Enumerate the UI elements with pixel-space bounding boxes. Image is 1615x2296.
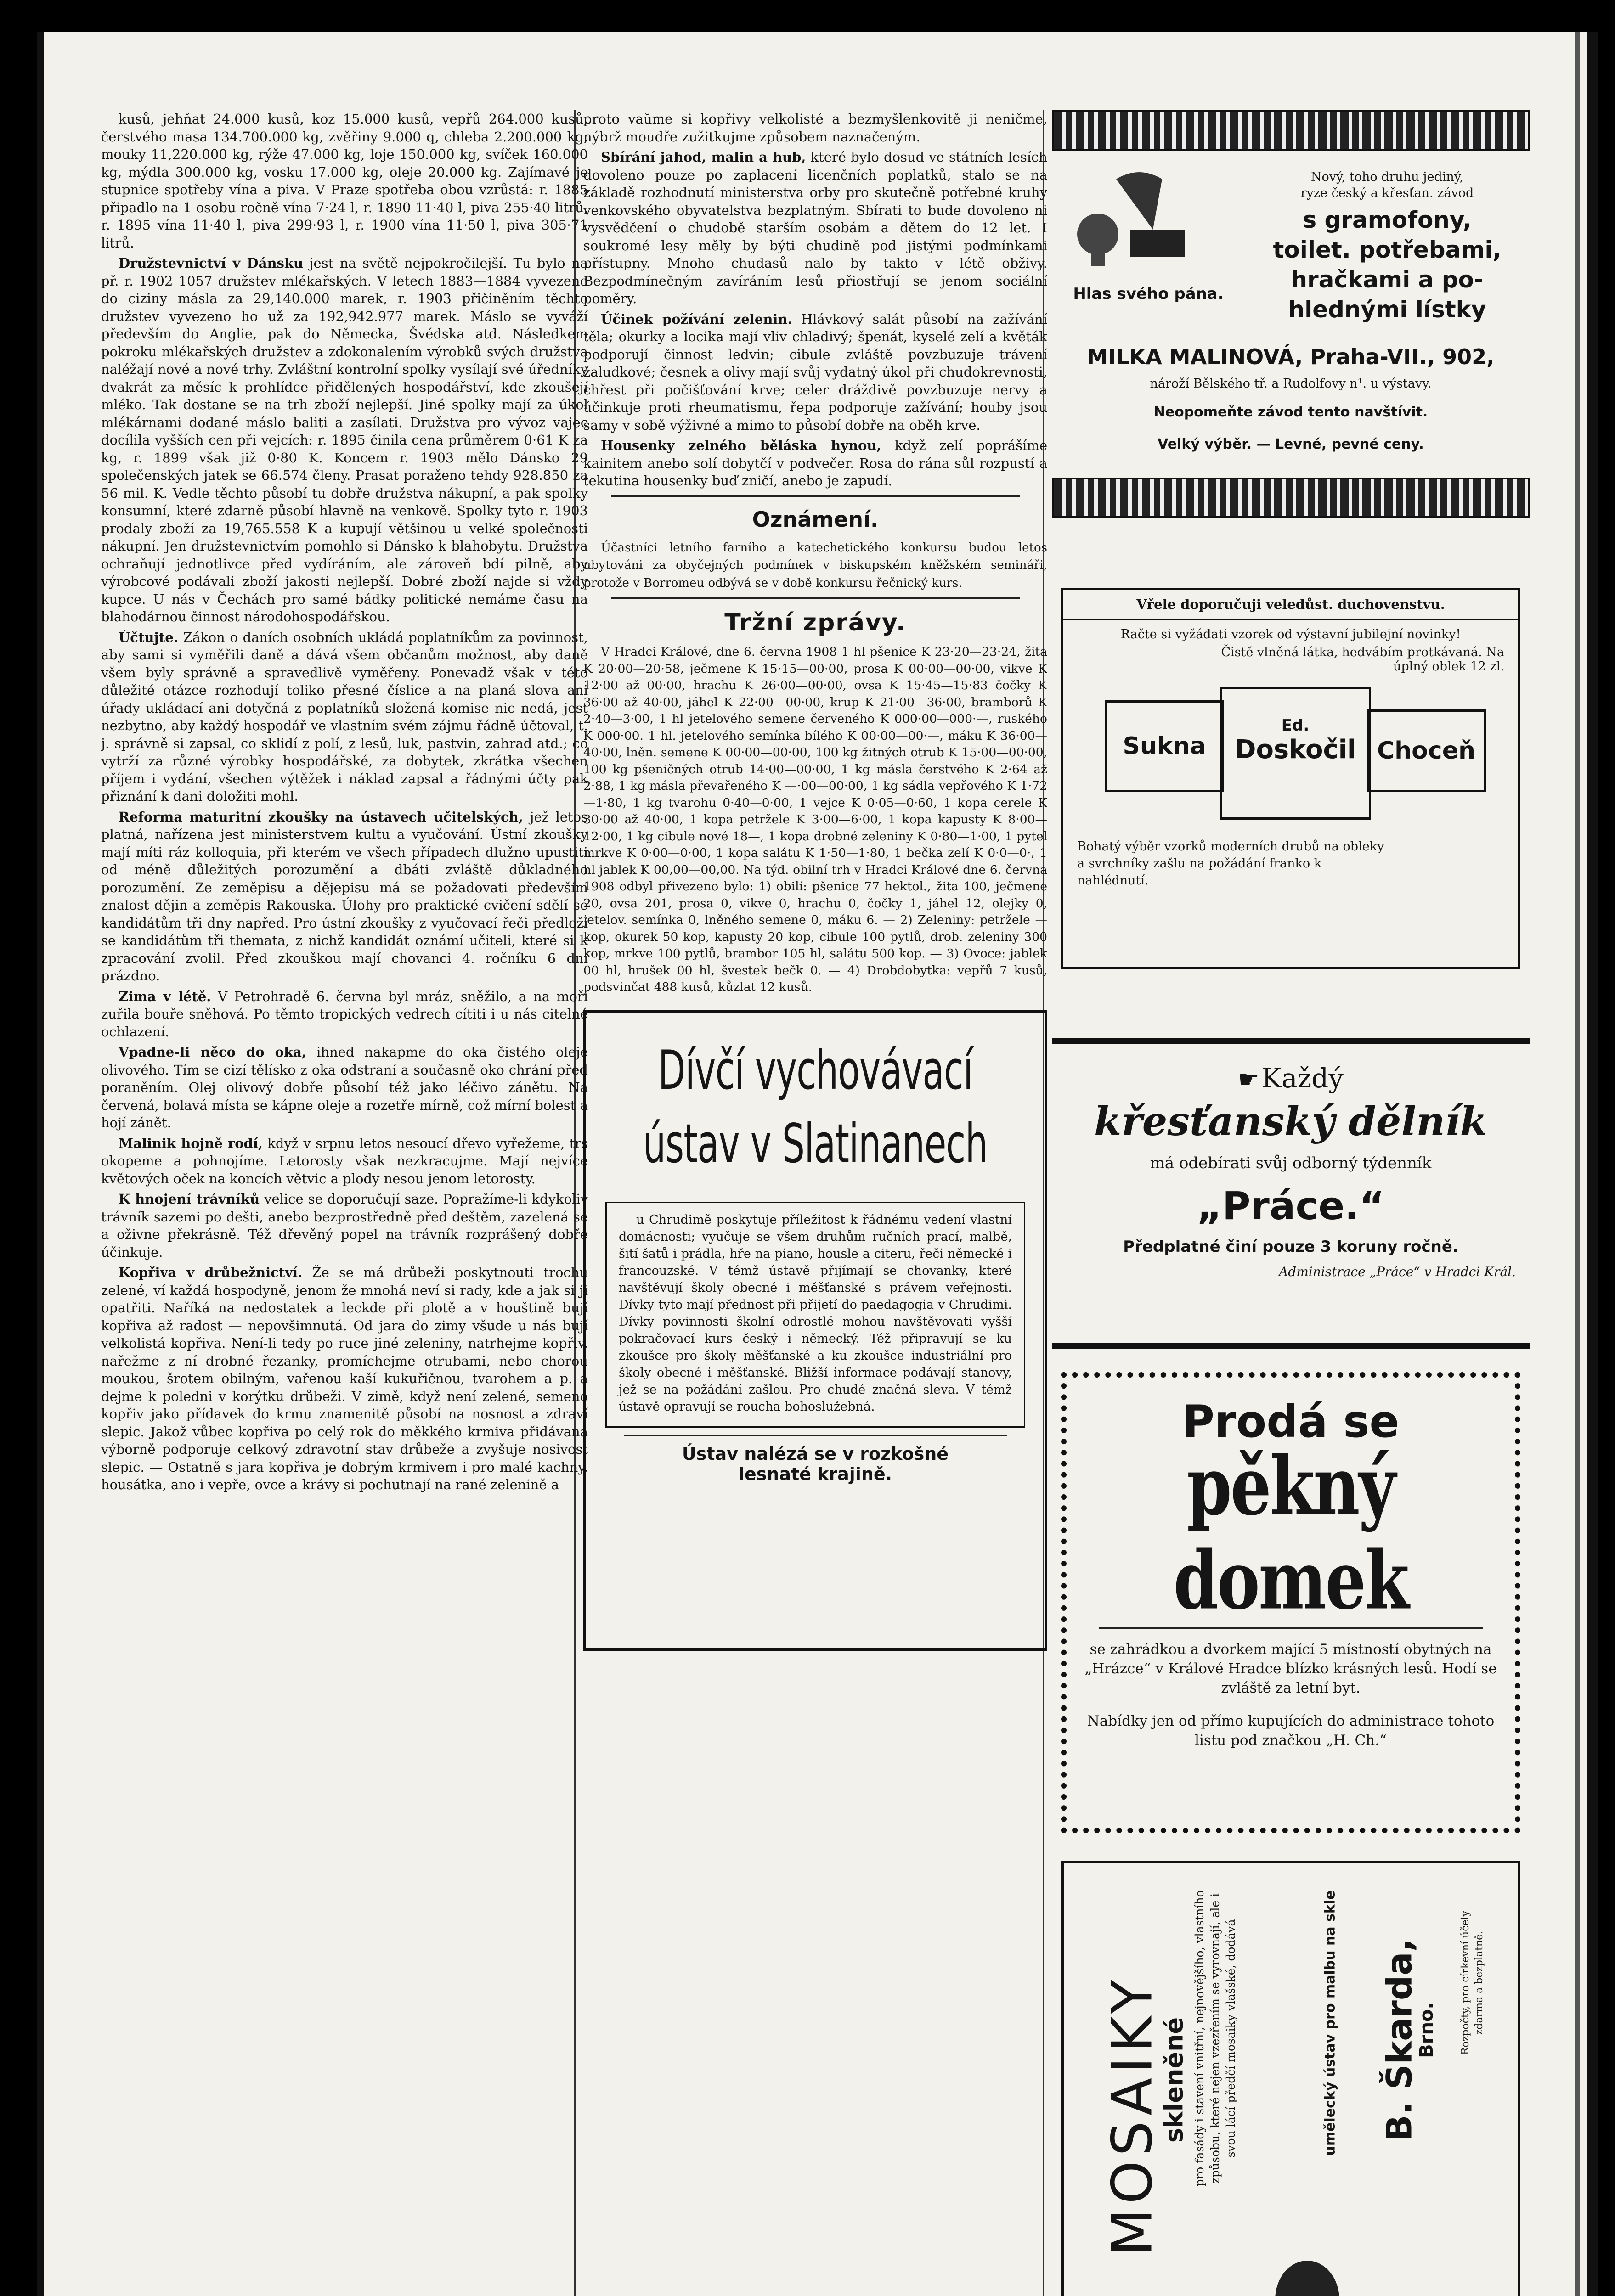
doskocil-right-box — [1367, 709, 1486, 792]
newspaper-page — [37, 32, 1598, 2296]
column-left-article — [101, 1043, 588, 1132]
article-text: V Petrohradě 6. června byl mráz, sněžilo, a na moři zuřila bouře sněhová. Po těmto tropických vedrech cítiti i u nás citelné ochlazení. — [101, 988, 588, 1040]
column-middle-article — [583, 148, 1047, 308]
column-left-article — [101, 629, 588, 805]
doskocil-center-small: Ed. — [1281, 716, 1310, 735]
gramophone-recommend: Neopomeňte závod tento navštívit. — [1153, 404, 1428, 420]
column-middle-article — [583, 110, 1047, 146]
article-text: velice se doporučují saze. Popražíme-li kdykoliv trávník sazemi po dešti, anebo bezprostředně před deštěm, zazelená se a oživne překrásně. Též dřevěný popel na trávník rozprášený dobře účinkuje. — [101, 1191, 588, 1260]
prace-title: „Práce.“ — [1197, 1183, 1385, 1228]
doskocil-center-box — [1220, 687, 1371, 820]
prace-line1: Každý — [1261, 1063, 1344, 1094]
domek-offer: Nabídky jen od přímo kupujících do administrace tohoto listu pod značkou „H. Ch.“ — [1087, 1713, 1495, 1749]
article-text: jež letos platná, nařízena jest ministerstvem kultu a vyučování. Ústní zkoušky mají míti ráz kolloquia, při kterém ve všech případech dlužno upustiti od méně důležitých porozumění a dbáti zvláště důkladného porozumění. Ze zeměpisu a dějepisu má se požadovati především znalost dějin a zeměpis Rakouska. Úlohy pro praktické cvičení sdělí se kandidátům tři dny napřed. Pro ústní zkoušky z vyučovací řeči předloží se kandidátům tři themata, z nichž kandidát oznámí učiteli, které si k zpracování zvolil. Před zkouškou mají chovanci 4. ročníku 6 dní prázdno. — [101, 809, 588, 984]
article-text: proto vaŭme si kopřivy velkolisté a bezmyšlenkovitě ji neničme, nýbrž moudře zužitkujme způsobem naznačeným. — [583, 111, 1047, 145]
gramophone-ad — [1052, 110, 1530, 569]
ornament-border-bottom — [1052, 478, 1530, 518]
woman-illustration-icon — [1146, 2249, 1468, 2296]
column-left-article — [101, 988, 588, 1041]
doskocil-line2: Čistě vlněná látka, hedvábím protkávaná. Na úplný oblek 12 zl. — [1221, 645, 1504, 674]
divider — [611, 495, 1020, 497]
article-text: které bylo dosud ve státních lesích dovoleno pouze po zaplacení licenčních poplatků, stalo se na základě rozhodnutí ministerstva orby pro skutečně potřebné kruhy venkovského obyvatelstva bezplatným. Sbírati to bude dovoleno ni vysvědčení o chudobě starším osobám a dětem do 12 let. I soukromé lesy měly by býti chudině pod jistými podmínkami přístupny. Mnoho chudasů nalo by takto v létě obživy. Bezpodmínečným zavíráním lesů přiostřují se jenom sociální poměry. — [583, 149, 1047, 306]
slatinany-title-2: ústav v Slatinanech — [643, 1113, 988, 1175]
article-lead: K hnojení trávníků — [119, 1191, 260, 1207]
trzni-text: V Hradci Králové, dne 6. června 1908 1 hl pšenice K 23·20—23·24, žita K 20·00—20·58, ječmene K 15·15—00·00, prosa K 00·00—00·00, vikve K 12·00 až 00·00, hrachu K 26·00—00·00, ovsa K 15·45—15·83 čočky K 36·00 až 40·00, jáhel K 22·00—00·00, krup K 21·00—36·00, bramborů K 2·40—3·00, 1 hl jetelového semene červeného K 000·00—000·—, ruského K 000·00. 1 hl. jetelového semínka bílého K 00·00—00·—, máku K 36·00—40·00, lněn. semene K 00·00—00·00, 100 kg žitných otrub K 15·00—00·00, 100 kg pšeničných otrub 14·00—00·00, 1 kg másla čerstvého K 2·64 až 2·88, 1 kg másla převařeného K —·00—00·00, 1 kg sádla vepřového K 1·72—1·80, 1 kg tvarohu 0·40—0·00, 1 vejce K 0·05—0·60, 1 kopa cerele K 30·00 až 40·00, 1 kopa petržele K 3·00—6·00, 1 kopa kapusty K 8·00—12·00, 1 kg cibule nové 18—, 1 kopa drobné zeleniny K 0·80—1·00, 1 pytel mrkve K 0·00—0·00, 1 kopa salátu K 1·50—1·80, 1 bečka zelí K 0·0—0·, 1 hl jablek K 00,00—00,00. Na týd. obilní trh v Hradci Králové dne 6. června 1908 odbyl přivezeno bylo: 1) obilí: pšenice 77 hektol., žita 100, ječmene 20, ovsa 201, prosa 0, vikve 0, hrachu 0, čočky 1, jáhel 12, olejky 0, jetelov. semínka 0, lněného semene 0, máku 6. — 2) Zeleniny: petržele — kop, okurek 50 kop, kapusty 20 kop, cibule 100 pytlů, drob. zeleniny 300 kop, mrkve 100 pytlů, brambor 105 hl, salátu 500 kop. — 3) Ovoce: jablek 00 hl, hrušek 00 hl, švestek bečk 0. — 4) Drobdobytka: vepřů 7 kusů, podsvinčat 488 kusů, kůzlat 12 kusů. — [583, 645, 1047, 994]
gramophone-line2: ryze český a křesťan. závod — [1300, 186, 1474, 200]
article-lead: Sbírání jahod, malin a hub, — [601, 149, 806, 165]
gramophone-caption: Hlas svého pána. — [1073, 285, 1224, 303]
domek-ad — [1061, 1372, 1520, 1833]
gramophone-icon — [1061, 161, 1226, 280]
column-middle-article — [583, 310, 1047, 434]
slatinany-title-1: Dívčí vychovávací — [658, 1040, 973, 1102]
gramophone-big4: hlednými lístky — [1288, 296, 1486, 323]
ornament-border-top — [1052, 110, 1530, 151]
prace-ad — [1052, 1038, 1530, 1349]
trzni-heading: Tržní zprávy. — [724, 609, 906, 636]
divider — [624, 1435, 1007, 1436]
domek-line2: pěkný domek — [1173, 1440, 1408, 1628]
mosaiky-city: Brno. — [1416, 2002, 1437, 2058]
mosaiky-ad — [1061, 1861, 1520, 2296]
slatinany-inner-box — [605, 1202, 1025, 1428]
prace-line5: Administrace „Práce“ v Hradci Král. — [1279, 1264, 1516, 1279]
slatinany-footer-1: Ústav nalézá se v rozkošné — [682, 1443, 949, 1464]
column-middle — [583, 110, 1047, 1651]
article-lead: Housenky zelného běláska hynou, — [601, 438, 881, 453]
article-text: když v srpnu letos nesoucí dřevo vyřežeme, trs okopeme a pohnojíme. Letorosty však nezkracujme. Mají nejvíce květových oček na koncích větvic a plody nesou jenom letorosty. — [101, 1135, 588, 1187]
article-lead: Kopřiva v drůbežnictví. — [119, 1265, 303, 1280]
article-text: jest na světě nejpokročilejší. Tu bylo na př. r. 1902 1057 družstev mlékařských. V letech 1883—1884 vyvezeno do ciziny másla za 29,140.000 marek, r. 1903 přičiněním těchto družstev vyvezeno ho už za 192,942.977 marek. Máslo se vyváží především do Anglie, pak do Německa, Švédska atd. Následkem pokroku mlékařských družstev a zdokonalením výrobků svých družstva naléžají nové a nové trhy. Zvláštní kontrolní spolky vysílají své úředníky dvakrát za měsíc k prohlídce přidělených hospodářství, kde zkoušejí mléko. Tak dostane se na trh zboží nejlepší. Jiné spolky mají za úkol mlékárnami dodané máslo baliti a zasílati. Družstva pro vývoz vajec docílila vyšších cen při vejcích: r. 1895 činila cena průměrem 0·61 K za kg, r. 1899 však již 0·80 K. Koncem r. 1903 mělo Dánsko 29 společenských jatek se 66.574 členy. Prasat poraženo tehdy 928.850 za 56 mil. K. Vedle těchto působí tu dobře družstva nákupní, a pak spolky konsumní, které zdarně působí hlavně na venkově. Spolky tyto r. 1903 prodaly zboží za 19,765.558 K a kupují většinou u velké společnosti nákupní. Jen družstevnictvím pomohlo si Dánsko k blahobytu. Družstva ochraňují jednotlivce před vydíráním, ale zároveň bdí pilně, aby výrobcové podávali zboží jakosti nejlepší. Dobré zboží najde si vždy kupce. U nás v Čechách pro samé bádky politické nemáme času na blahodárnou činnost národohospodářskou. — [101, 255, 588, 625]
mosaiky-side: umělecký ústav pro malbu na skle — [1322, 1890, 1338, 2156]
column-left — [101, 110, 588, 1497]
column-left-article — [101, 808, 588, 985]
doskocil-left: Sukna — [1123, 732, 1206, 760]
gramophone-choice: Velký výběr. — Levné, pevné ceny. — [1158, 436, 1424, 452]
oznameni-text: Účastníci letního farního a katechetického konkursu budou letos ubytováni za obyčejných podmínek v biskupském kněžském semináři, protože v Borromeu odbývá se v době konkursu řečnický kurs. — [583, 540, 1047, 590]
column-left-article — [101, 1264, 588, 1494]
domek-line1: Prodá se — [1182, 1396, 1400, 1447]
article-text: ihned nakapme do oka čistého oleje olivového. Tím se cizí tělísko z oka odstraní a současně oko chrání před poraněním. Olej olivový dobře působí též jako léčivo zánětu. Na červená, bolavá místa se kápne oleje a rozetře mírně, což mírní bolest a hojí zánět. — [101, 1044, 588, 1131]
slatinany-footer-2: lesnaté krajině. — [738, 1463, 892, 1484]
slatinany-body: u Chrudimě poskytuje příležitost k řádnému vedení vlastní domácnosti; vyučuje se všem druhům ručních prací, malbě, šití šatů i prádla, hře na piano, housle a citeru, řeči německé i francouzské. V témž ústavě přijímají se chovanky, které navštěvují školy obecné i měšťanské s právem veřejnosti. Dívky tyto mají přednost při přijetí do paedagogia v Chrudimi. Dívky povinnosti školní odrostlé mohou navštěvovati vyšší pokračovací kurs český i německý. Též připravují se ku zkoušce pro školy měšťanské a ku zkoušce industriální pro školy obecné i měšťanské. Bližší informace podávají stanovy, jež se na požádání zašlou. Pro chudé značná sleva. V témž ústavě opravují se roucha bohoslužebná. — [619, 1212, 1012, 1414]
mosaiky-note: Rozpočty, pro církevní účely zdarma a bezplatně. — [1460, 1910, 1485, 2055]
doskocil-line1: Račte si vyžádati vzorek od výstavní jubilejní novinky! — [1120, 627, 1461, 642]
doskocil-right: Choceň — [1377, 737, 1476, 765]
column-middle-article — [583, 437, 1047, 490]
article-lead: Malinik hojně rodí, — [119, 1135, 263, 1151]
article-lead: Účtujte. — [119, 629, 178, 645]
prace-line4: Předplatné činí pouze 3 koruny ročně. — [1123, 1238, 1458, 1256]
mosaiky-text1: pro fasády i stavení vnitřní, nejnovějšího, vlastního způsobu, které nejen vzezřením se vyrovnají, ale i svou lácí předčí mosaiky vlašské, dodává — [1193, 1890, 1237, 2187]
pointing-hand-icon: ☛ — [1237, 1066, 1259, 1093]
column-left-article — [101, 110, 588, 252]
column-left-article — [101, 1135, 588, 1188]
article-lead: Vpadne-li něco do oka, — [119, 1044, 306, 1060]
oznameni-heading: Oznámení. — [752, 506, 879, 532]
article-text: kusů, jehňat 24.000 kusů, koz 15.000 kusů, vepřů 264.000 kusů, čerstvého masa 134.700.000 kg, zvěřiny 9.000 q, chleba 2.200.000 kg, mouky 11,220.000 kg, rýže 47.000 kg, loje 150.000 kg, svíček 160.000 kg, mýdla 300.000 kg, vosku 17.000 kg, oleje 20.000 kg. Zajímavé je stupnice spotřeby vína a piva. V Praze spotřeba obou vzrůstá: r. 1885 připadlo na 1 osobu ročně vína 7·24 l, r. 1890 11·40 l, piva 255·40 litrů, r. 1895 vína 11·40 l, piva 299·93 l, r. 1900 vína 11·50 l, piva 305·71 litrů. — [101, 111, 588, 251]
gramophone-big1: s gramofony, — [1303, 207, 1472, 233]
prace-line2: křesťanský dělník — [1094, 1098, 1488, 1145]
doskocil-footer: Bohatý výběr vzorků moderních drubů na obleky a svrchníky zašlu na požádání franko k nahlédnutí. — [1077, 839, 1384, 888]
gramophone-line1: Nový, toho druhu jediný, — [1310, 170, 1464, 184]
right-page-edge-line — [1575, 32, 1580, 2296]
divider — [611, 597, 1020, 599]
slatinany-ad — [583, 1010, 1047, 1651]
doskocil-header: Vřele doporučuji veledůst. duchovenstvu. — [1063, 590, 1518, 620]
gramophone-name: MILKA MALINOVÁ, Praha-VII., 902, — [1087, 344, 1495, 369]
mosaiky-name: B. Škarda, — [1378, 1938, 1420, 2142]
mosaiky-subtitle: skleněné — [1159, 2017, 1189, 2143]
article-text: když zelí poprášíme kainitem anebo solí dobytčí v podvečer. Rosa do rána sůl rozpustí a tekutina housenky buď zničí, anebo je zapudí. — [583, 438, 1047, 489]
gramophone-picture — [1061, 161, 1226, 280]
right-page-edge — [1587, 32, 1598, 2296]
article-text: Zákon o daních osobních ukládá poplatníkům za povinnost, aby sami si vyměřili daně a dává všem občanům možnost, aby daně všem byly správně a spravedlivě vyměřeny. Ponevadž však v této důležité otázce rozhodují toliko přesné číslice a na planá slova ani úřady ukládací ani dotyčná z poplatníků složená komise nic nedá, jest nezbytno, aby každý hospodář ve vlastním svém zájmu řádně účtoval, t. j. správně si zapsal, co sklidí z polí, z lesů, luk, pastvin, zahrad atd.; co vytrží za různé výrobky hospodářské, za dobytek, zkrátka všechen příjem i vydání, všechen výtěžek i náklad zapsal a řádnými účty pak přiznání k dani doložiti mohl. — [101, 629, 588, 804]
gramophone-big3: hračkami a po- — [1291, 266, 1484, 293]
domek-body: se zahrádkou a dvorkem mající 5 místností obytných na „Hrázce“ v Králové Hradce blízko krásných lesů. Hodí se zvláště za letní byt. — [1084, 1641, 1497, 1696]
article-text: Hlávkový salát působí na zažívání těla; okurky a locika mají vliv chladivý; špenát, kyselé zelí a květák podporují činnost ledvin; cibule zvláště povzbuzuje trávení žaludkové; česnek a olivy mají svůj vydatný úkol při chudokrevnosti, chřest při počišťování krve; celer dráždivě povzbuzuje nervy a účinkuje proti rheumatismu, řepa podporuje zažívání; houby jsou samy v sobě výživné a mimo to působí dobře na oběh krve. — [583, 311, 1047, 433]
doskocil-center: Doskočil — [1234, 735, 1356, 765]
mosaiky-title: MOSAIKY — [1101, 1975, 1165, 2257]
prace-line3: má odebírati svůj odborný týdenník — [1150, 1154, 1432, 1172]
article-lead: Zima v létě. — [119, 988, 211, 1004]
article-lead: Družstevnictví v Dánsku — [119, 255, 304, 271]
article-text: Že se má drůbeži poskytnouti trochu zelené, ví každá hospodyně, jenom že mnohá neví si rady, kde a jak si ji opatřiti. Naříká na nedostatek a leckde při plotě a v houštině bují kopřiva až radost — nepovšimnutá. Od jara do zimy všude u nás bují velkolistá kopřiva. Není-li tedy po ruce jiné zeleniny, natrhejme kopřiv, nařežme z ní drobné řezanky, promíchejme otrubami, nebo chorou moukou, šrotem obilným, vařenou kaší kukuřičnou, tvarohem a p. a dejme k poledni v korýtku drůbeži. V zimě, když není zelené, semeno kopřiv jako přídavek do krmu znamenitě působí na nosnost a zdraví slepic. Jakož vůbec kopřiva po celý rok do měkkého krmiva přidávaná výborně podporuje celkový zdravotní stav drůbeže a zvyšuje nosivost slepic. — Ostatně s jara kopřiva je dobrým krmivem i pro malé kachny, housátka, ano i vepře, ovce a krávy si pochutnají na rané zelenině a — [101, 1265, 588, 1492]
doskocil-left-box — [1105, 700, 1224, 792]
doskocil-ad — [1061, 588, 1520, 969]
left-page-edge — [37, 32, 44, 2296]
gramophone-big2: toilet. potřebami, — [1273, 236, 1502, 263]
article-lead: Účinek požívání zelenin. — [601, 311, 792, 327]
column-left-article — [101, 254, 588, 626]
gramophone-address: nároží Bělského tř. a Rudolfovy n¹. u výstavy. — [1150, 377, 1432, 391]
column-right — [1052, 110, 1530, 2296]
column-left-article — [101, 1190, 588, 1261]
article-lead: Reforma maturitní zkoušky na ústavech učitelských, — [119, 809, 523, 825]
